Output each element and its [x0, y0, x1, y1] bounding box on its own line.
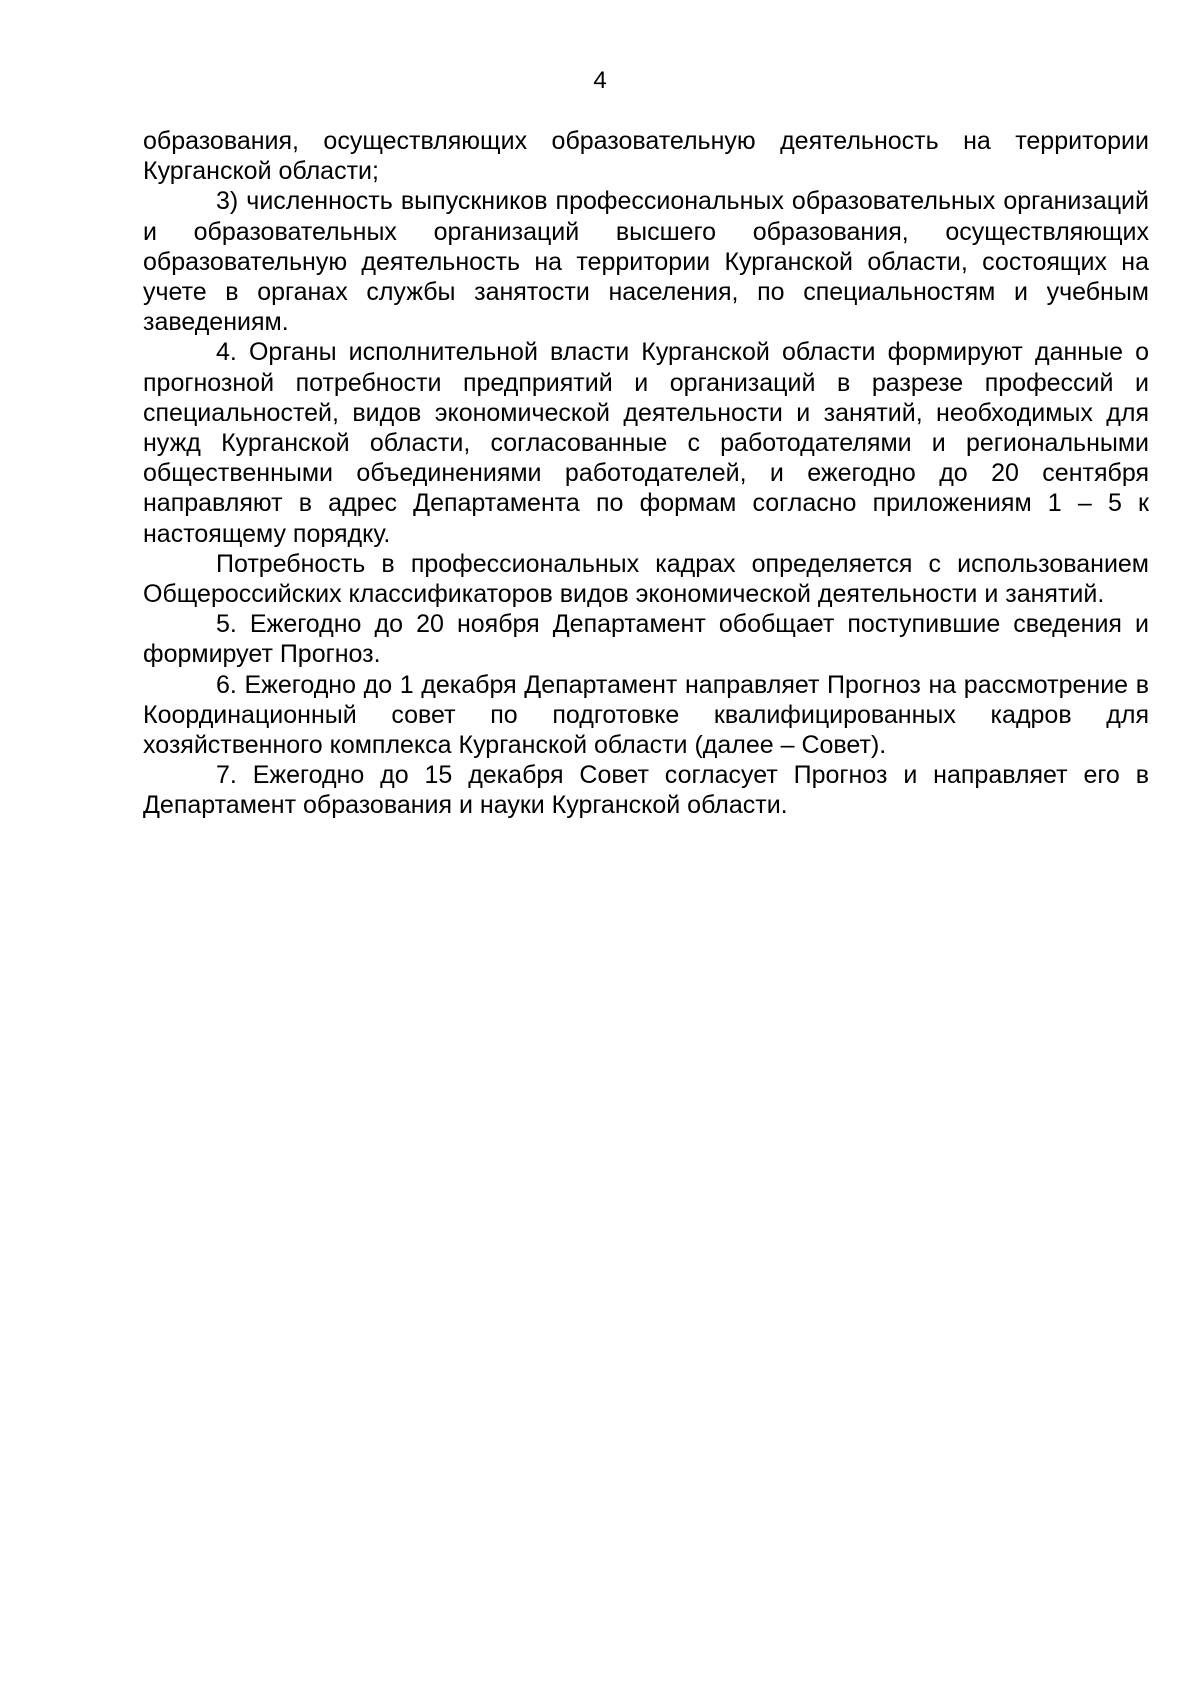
paragraph-section-7: 7. Ежегодно до 15 декабря Совет согласует Прогноз и направляет его в Департамент образования и науки Курганской области.: [143, 761, 1149, 820]
paragraph-continuation: образования, осуществляющих образовательную деятельность на территории Курганской области;: [143, 127, 1149, 186]
paragraph-section-4-note: Потребность в профессиональных кадрах определяется с использованием Общероссийских классификаторов видов экономической деятельности и занятий.: [143, 549, 1149, 609]
page-number: 4: [593, 67, 607, 94]
paragraph-section-4: 4. Органы исполнительной власти Курганской области формируют данные о прогнозной потребности предприятий и организаций в разрезе профессий и специальностей, видов экономической деятельности и занятий, необходимых для нужд Курганской области, согласованные с работодателями и региональными общественными объединениями работодателей, и ежегодно до 20 сентября направляют в адрес Департамента по формам согласно приложениям 1 – 5 к настоящему порядку.: [143, 338, 1149, 548]
document-body: [143, 126, 1149, 821]
paragraph-section-5: 5. Ежегодно до 20 ноября Департамент обобщает поступившие сведения и формирует Прогноз.: [143, 610, 1149, 669]
paragraph-section-6: 6. Ежегодно до 1 декабря Департамент направляет Прогноз на рассмотрение в Координационный совет по подготовке квалифицированных кадров для хозяйственного комплекса Курганской области (далее – Совет).: [143, 670, 1149, 760]
paragraph-item-3: 3) численность выпускников профессиональных образовательных организаций и образовательных организаций высшего образования, осуществляющих образовательную деятельность на территории Курганской области, состоящих на учете в органах службы занятости населения, по специальностям и учебным заведениям.: [143, 187, 1149, 337]
